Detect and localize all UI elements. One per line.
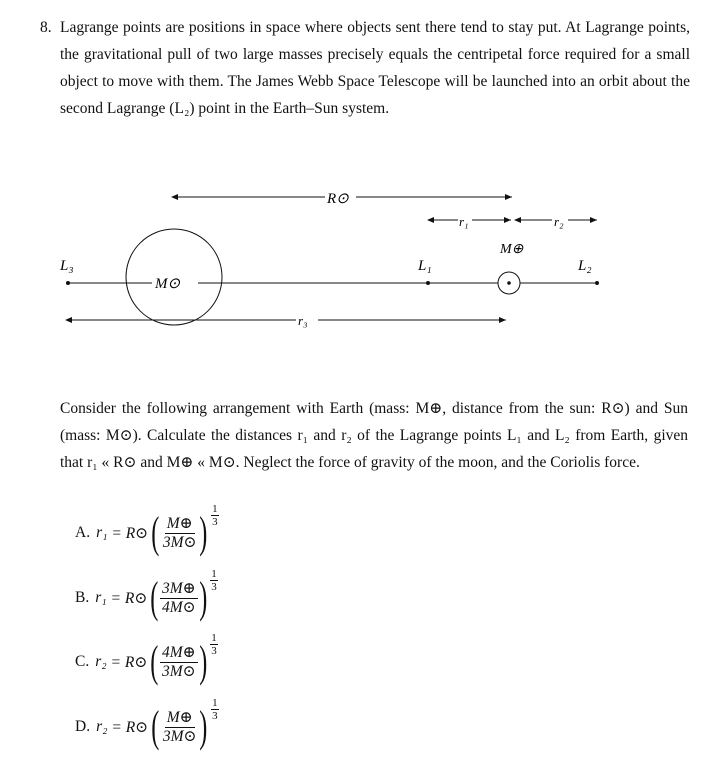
exponent: 1 3 [211, 631, 217, 657]
question-body-text: Consider the following arrangement with Earth (mass: M⊕, distance from the sun: R⊙) and Sun (mass: M⊙). Calculate the distances r₁ and r₂ of the Lagrange points L₁ and L₂ from Earth, given that r₁ « R⊙ and M⊕ « M⊙. Neglect the force of gravity of the moon, and the Coriolis force. [60, 400, 688, 471]
fraction: $\frac{3M\oplus}{4M⊙}$ [161, 579, 196, 616]
earth-center-dot [507, 281, 511, 285]
l1-label: L₁ [418, 258, 432, 274]
r-sun-label: R⊙ [327, 191, 349, 207]
l1-point [426, 281, 430, 285]
option-d[interactable]: D. r₂ = R⊙ ( $\frac{M\oplus}{3M⊙}$ ) 1 3 [75, 696, 218, 751]
fraction: $\frac{4M\oplus}{3M⊙}$ [161, 643, 196, 680]
l2-label: L₂ [578, 258, 592, 274]
exponent: 1 3 [212, 502, 218, 528]
option-label: A. [75, 524, 91, 541]
question-number: 8. [40, 19, 52, 36]
option-a[interactable]: A. r₁ = R⊙ ( $\frac{M\oplus}{3M⊙}$ ) 1 3 [75, 502, 218, 557]
exponent: 1 3 [212, 696, 218, 722]
fraction: $\frac{M\oplus}{3M⊙}$ [162, 514, 197, 551]
option-c[interactable]: C. r₂ = R⊙ ( $\frac{4M\oplus}{3M⊙}$ ) 1 3 [75, 631, 217, 686]
option-label: D. [75, 718, 91, 735]
option-b[interactable]: B. r₁ = R⊙ ( $\frac{3M\oplus}{4M⊙}$ ) 1 3 [75, 567, 217, 622]
r3-label: r₃ [298, 313, 308, 328]
r1-label: r₁ [459, 214, 469, 229]
r2-label: r₂ [554, 214, 564, 229]
question-intro-text: Lagrange points are positions in space where objects sent there tend to stay put. At Lagrange points, the gravitational pull of two large masses precisely equals the centripetal force required for a small object to move with them. The James Webb Space Telescope will be launched into an orbit about the second Lagrange (L₂) point in the Earth–Sun system. [60, 19, 690, 117]
l3-point [66, 281, 70, 285]
earth-mass-label: M⊕ [500, 242, 524, 257]
exponent: 1 3 [211, 567, 217, 593]
l3-label: L₃ [60, 258, 74, 274]
question-body [60, 395, 688, 476]
option-label: B. [75, 589, 90, 606]
option-label: C. [75, 653, 90, 670]
fraction: $\frac{M\oplus}{3M⊙}$ [162, 708, 197, 745]
l2-point [595, 281, 599, 285]
sun-mass-label: M⊙ [155, 276, 181, 292]
